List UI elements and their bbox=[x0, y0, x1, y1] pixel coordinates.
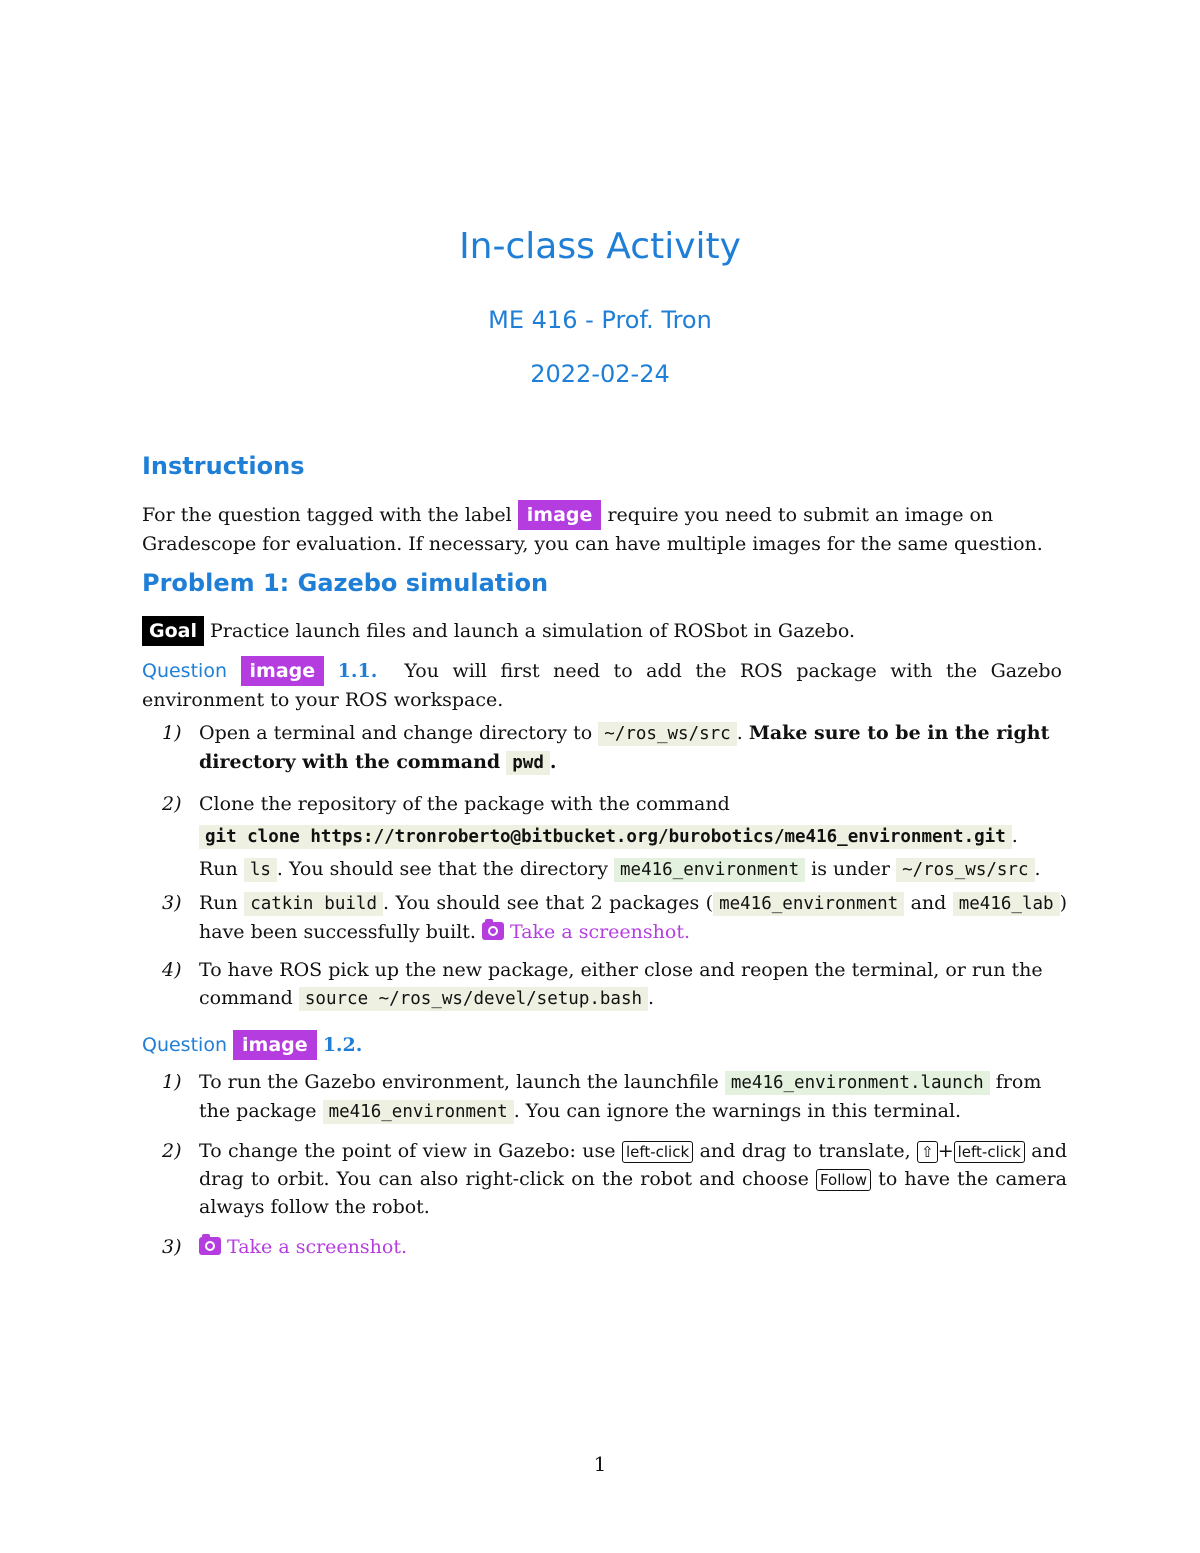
goal-tag: Goal bbox=[142, 616, 204, 646]
item-text: . bbox=[648, 987, 655, 1009]
item-text: Run bbox=[199, 858, 238, 880]
item-text: To run the Gazebo environment, launch the launchfile bbox=[199, 1071, 719, 1093]
item-text: To change the point of view in Gazebo: use bbox=[199, 1140, 616, 1162]
question-text: You will first need to add the ROS package with the Gazebo environment to your ROS workspace. bbox=[142, 660, 1062, 711]
emphasis-text: Make sure to be in the right directory with the command bbox=[199, 722, 1050, 773]
screenshot-text: Take a screenshot. bbox=[227, 1236, 407, 1258]
item-number: 1) bbox=[162, 1071, 182, 1093]
image-tag: image bbox=[233, 1030, 317, 1060]
screenshot-note bbox=[199, 1236, 407, 1258]
question-label: Question bbox=[142, 1034, 227, 1056]
list-item bbox=[162, 788, 1067, 886]
item-text: . bbox=[1034, 858, 1041, 880]
instructions-paragraph bbox=[142, 500, 1062, 558]
list-item bbox=[162, 889, 1067, 946]
list-item bbox=[162, 1233, 1067, 1261]
code-snippet: ~/ros_ws/src bbox=[896, 858, 1034, 882]
instructions-text-after: require you need to submit an image on Gradescope for evaluation. If necessary, you can have multiple images for the same question. bbox=[142, 504, 1043, 555]
code-snippet: me416_environment bbox=[614, 858, 805, 882]
key-follow: Follow bbox=[816, 1169, 871, 1191]
item-text: . You can ignore the warnings in this terminal. bbox=[513, 1100, 962, 1122]
screenshot-text: Take a screenshot. bbox=[510, 921, 690, 943]
item-text: To have ROS pick up the new package, either close and reopen the terminal, or run the command bbox=[199, 959, 1043, 1009]
code-snippet: catkin build bbox=[244, 892, 383, 916]
item-text: . bbox=[549, 751, 557, 773]
question-number: 1.1. bbox=[337, 660, 378, 682]
code-snippet: me416_environment.launch bbox=[725, 1071, 990, 1095]
question-number: 1.2. bbox=[322, 1034, 363, 1056]
key-left-click: left-click bbox=[622, 1141, 693, 1163]
list-item bbox=[162, 956, 1067, 1013]
item-text: Clone the repository of the package with the command bbox=[199, 793, 730, 815]
camera-icon bbox=[482, 922, 504, 940]
plus-sign: + bbox=[937, 1140, 954, 1162]
problem-heading: Problem 1: Gazebo simulation bbox=[142, 569, 549, 597]
list-item bbox=[162, 1137, 1067, 1221]
item-number: 4) bbox=[162, 959, 182, 981]
document-title: In-class Activity bbox=[459, 226, 741, 267]
code-snippet: pwd bbox=[506, 751, 550, 775]
question-1-2 bbox=[142, 1030, 1062, 1060]
question-label: Question bbox=[142, 660, 227, 682]
item-text: Open a terminal and change directory to bbox=[199, 722, 593, 744]
page-number: 1 bbox=[593, 1452, 607, 1476]
item-text: ) have been successfully built. bbox=[199, 892, 1067, 943]
item-text: . You should see that the directory bbox=[276, 858, 608, 880]
code-snippet: ls bbox=[244, 858, 277, 882]
shift-key-icon: ⇧ bbox=[917, 1141, 938, 1163]
document-date: 2022-02-24 bbox=[530, 360, 670, 388]
image-tag: image bbox=[518, 500, 602, 530]
item-text: . bbox=[1011, 825, 1018, 847]
item-text: . You should see that 2 packages ( bbox=[383, 892, 714, 914]
code-snippet: me416_environment bbox=[323, 1100, 514, 1124]
instructions-text-before: For the question tagged with the label bbox=[142, 504, 512, 526]
code-snippet: me416_lab bbox=[953, 892, 1060, 916]
instructions-heading: Instructions bbox=[142, 452, 305, 480]
item-text: from the package bbox=[199, 1071, 1042, 1122]
code-snippet: git clone https://tronroberto@bitbucket.org/burobotics/me416_environment.git bbox=[199, 825, 1012, 849]
image-tag: image bbox=[241, 656, 325, 686]
item-number: 3) bbox=[162, 1236, 182, 1258]
item-text: Run bbox=[199, 892, 238, 914]
list-item bbox=[162, 1068, 1067, 1126]
item-text: is under bbox=[811, 858, 891, 880]
camera-icon bbox=[199, 1237, 221, 1255]
code-snippet: me416_environment bbox=[713, 892, 904, 916]
item-number: 1) bbox=[162, 722, 182, 744]
item-number: 2) bbox=[162, 793, 182, 815]
item-text: and drag to translate, bbox=[699, 1140, 911, 1162]
code-snippet: source ~/ros_ws/devel/setup.bash bbox=[299, 987, 648, 1011]
screenshot-note bbox=[482, 921, 690, 943]
list-item bbox=[162, 719, 1067, 777]
item-number: 3) bbox=[162, 892, 182, 914]
key-left-click: left-click bbox=[954, 1141, 1025, 1163]
item-text: and drag to orbit. You can also right-click on the robot and choose bbox=[199, 1140, 1068, 1190]
course-subtitle: ME 416 - Prof. Tron bbox=[488, 306, 712, 334]
goal-text: Practice launch files and launch a simulation of ROSbot in Gazebo. bbox=[209, 620, 855, 642]
item-number: 2) bbox=[162, 1140, 182, 1162]
item-text: to have the camera always follow the robot. bbox=[199, 1168, 1067, 1218]
item-text: and bbox=[910, 892, 947, 914]
goal-line bbox=[142, 616, 1062, 646]
question-1-1 bbox=[142, 656, 1062, 714]
item-text: . bbox=[736, 722, 743, 744]
code-snippet: ~/ros_ws/src bbox=[598, 722, 736, 746]
